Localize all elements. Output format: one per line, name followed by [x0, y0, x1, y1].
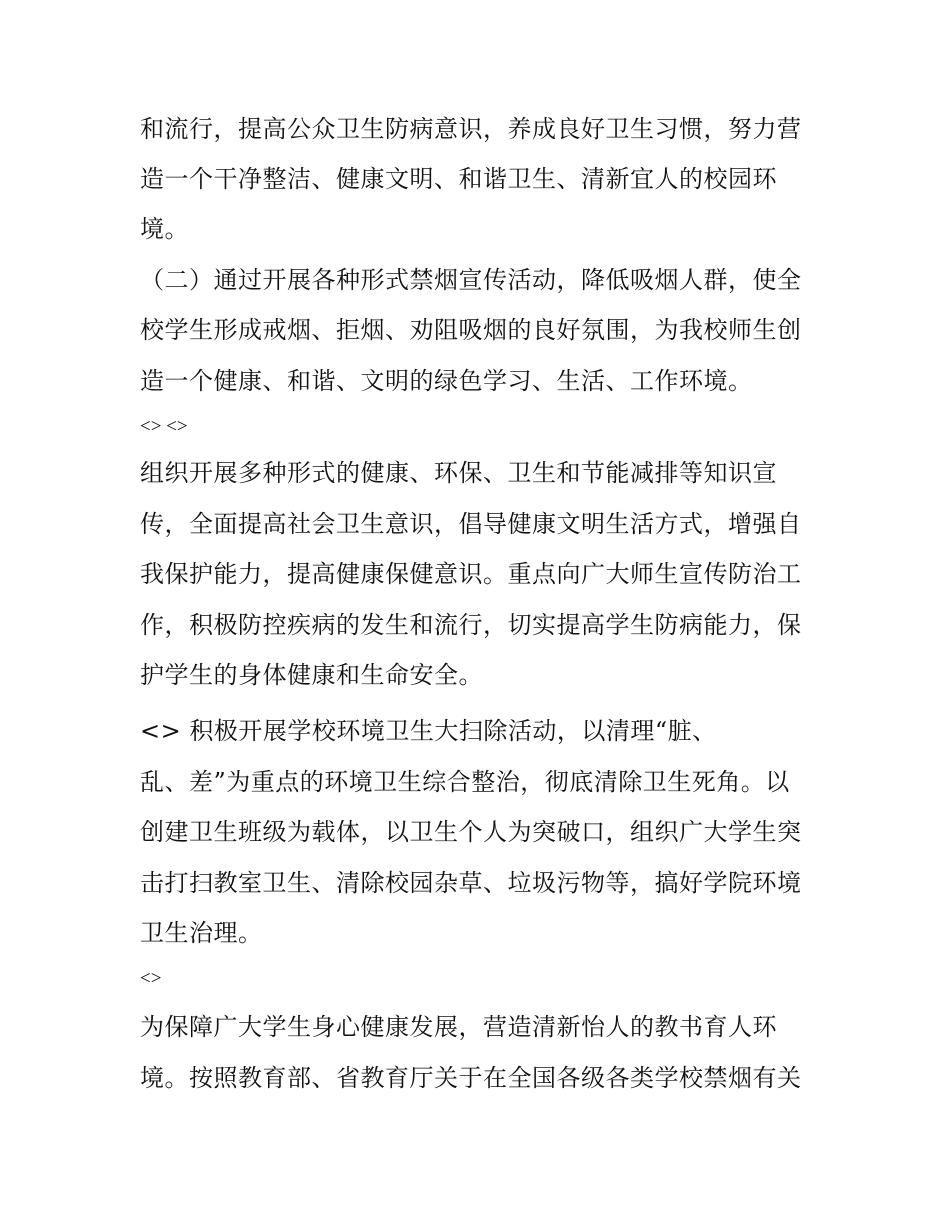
- text-line: （二）通过开展各种形式禁烟宣传活动，降低吸烟人群，使全: [140, 266, 802, 294]
- text-line: 作，积极防控疾病的发生和流行，切实提高学生防病能力，保: [140, 611, 802, 639]
- text-line: 为保障广大学生身心健康发展，营造清新怡人的教书育人环: [140, 1013, 777, 1041]
- text-line: 击打扫教室卫生、清除校园杂草、垃圾污物等，搞好学院环境: [140, 869, 802, 897]
- text-line: 创建卫生班级为载体，以卫生个人为突破口，组织广大学生突: [140, 818, 802, 846]
- text-line: 组织开展多种形式的健康、环保、卫生和节能减排等知识宣: [140, 459, 777, 487]
- placeholder-marker: <>: [140, 968, 162, 989]
- text-line: 和流行，提高公众卫生防病意识，养成良好卫生习惯，努力营: [140, 115, 802, 143]
- text-line: 造一个干净整洁、健康文明、和谐卫生、清新宜人的校园环: [140, 165, 777, 193]
- text-line: 卫生治理。: [140, 919, 263, 947]
- text-line: 校学生形成戒烟、拒烟、劝阻吸烟的良好氛围，为我校师生创: [140, 316, 802, 344]
- text-line: 护学生的身体健康和生命安全。: [140, 661, 483, 689]
- text-line: 境。: [140, 215, 189, 243]
- text-line: 传，全面提高社会卫生意识，倡导健康文明生活方式，增强自: [140, 510, 802, 538]
- placeholder-marker: <> <>: [140, 416, 188, 437]
- text-line: 我保护能力，提高健康保健意识。重点向广大师生宣传防治工: [140, 560, 802, 588]
- text-line: <> 积极开展学校环境卫生大扫除活动，以清理“脏、: [140, 717, 717, 745]
- text-line: 乱、差”为重点的环境卫生综合整治，彻底清除卫生死角。以: [140, 768, 790, 796]
- text-line: 境。按照教育部、省教育厅关于在全国各级各类学校禁烟有关: [140, 1064, 802, 1092]
- text-line: 造一个健康、和谐、文明的绿色学习、生活、工作环境。: [140, 367, 753, 395]
